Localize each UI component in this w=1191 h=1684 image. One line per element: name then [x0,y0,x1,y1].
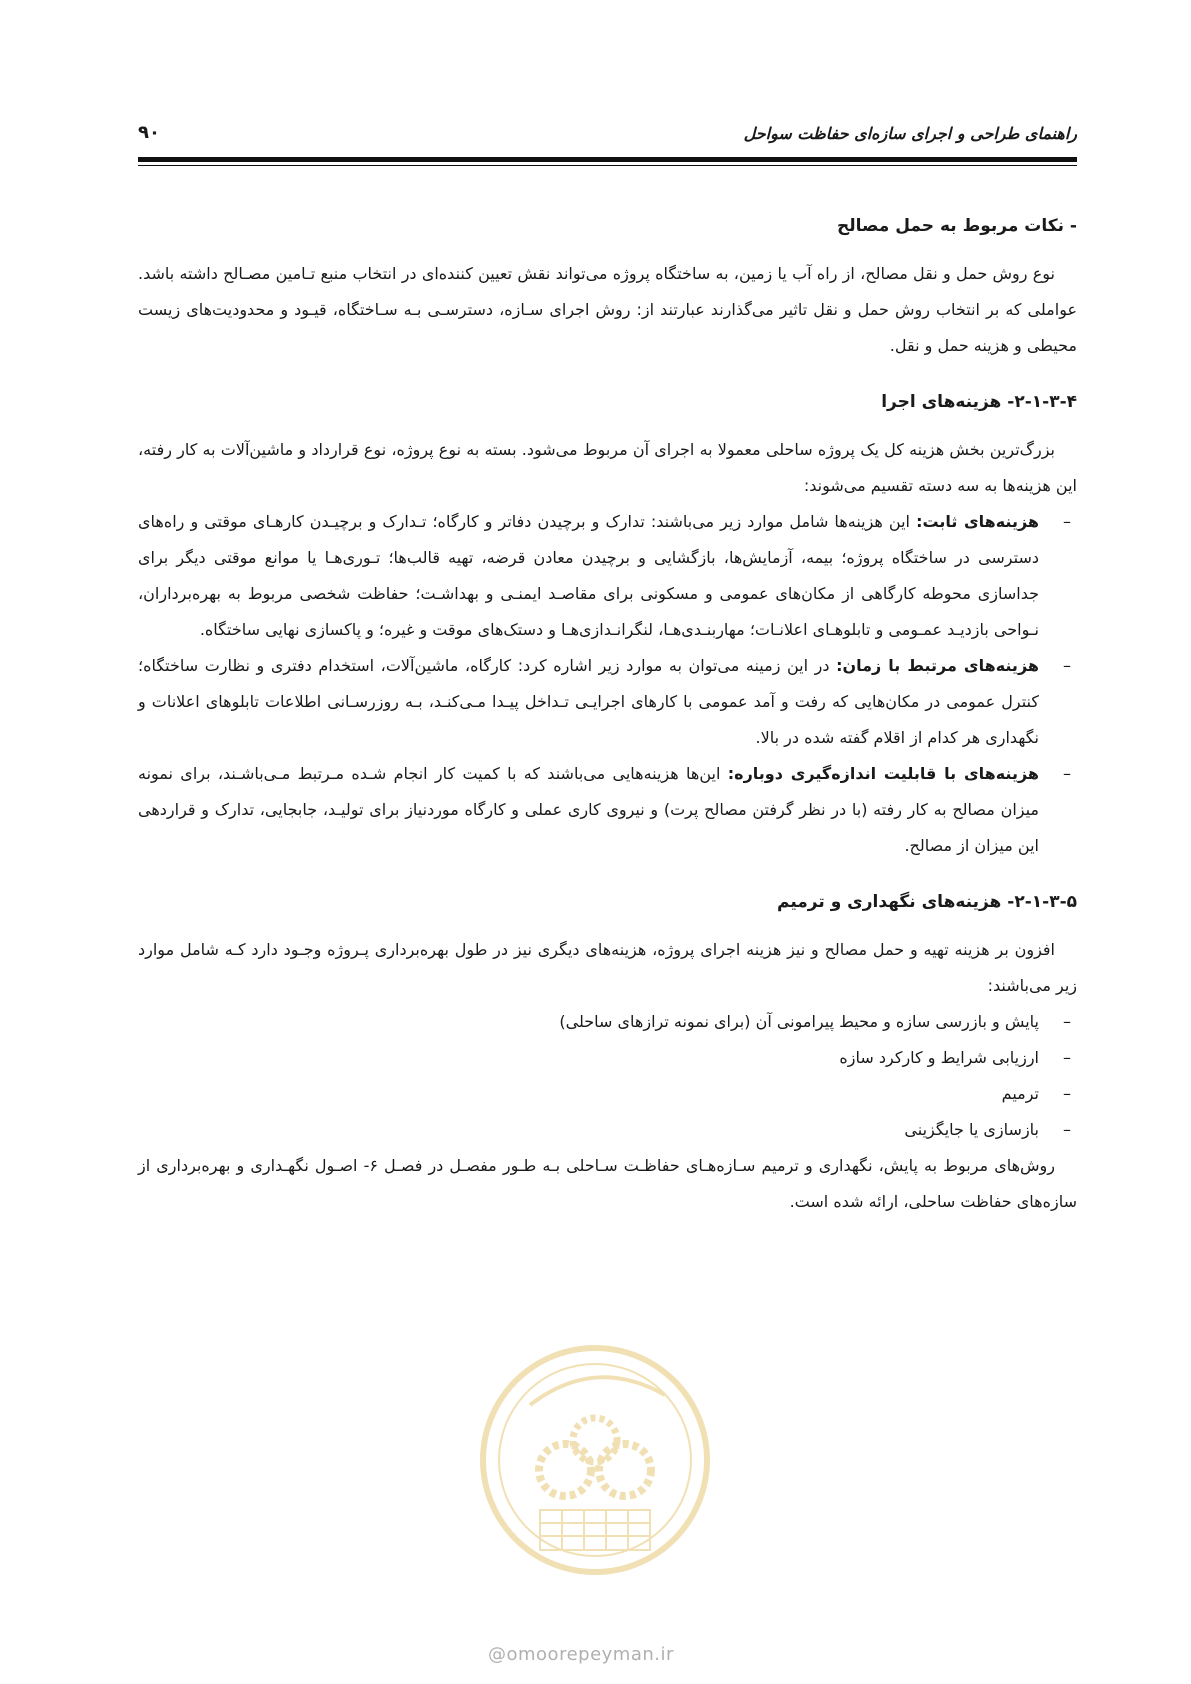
section-heading-maintenance-costs: ۲-۱-۳-۵- هزینه‌های نگهداری و ترمیم [777,892,1077,912]
paragraph-execution-intro: بزرگ‌ترین بخش هزینه کل یک پروژه ساحلی معمولا به اجرای آن مربوط می‌شود. بسته به نوع پروژه، نوع قرارداد و ماشین‌آلات به کار رفته، این هزینه‌ها به سه دسته تقسیم می‌شوند: [138,440,1077,495]
header-rule-thin [138,165,1077,166]
term-time-costs: هزینه‌های مرتبط با زمان: [836,656,1039,675]
bullet-dash: – [1063,1120,1071,1139]
bullet-dash: – [1063,764,1071,783]
list-item-time-costs [138,648,1077,756]
list-item-text: بازسازی یا جایگزینی [904,1120,1039,1139]
paragraph-maintenance-intro: افزون بر هزینه تهیه و حمل مصالح و نیز هزینه اجرای پروژه، هزینه‌های دیگری نیز در طول بهره‌برداری پـروژه وجـود دارد کـه شامل موارد زیر می‌باشند: [138,940,1077,995]
list-item-rebuild [138,1112,1077,1148]
bullet-dash: – [1063,656,1071,675]
section-heading-execution-costs: ۲-۱-۳-۴- هزینه‌های اجرا [881,392,1077,412]
list-item-remeasurable-costs [138,756,1077,864]
paragraph-transport: نوع روش حمل و نقل مصالح، از راه آب یا زمین، به ساختگاه پروژه می‌تواند نقش تعیین کننده‌ای در انتخاب منبع تـامین مصـالح داشته باشد. عواملی که بر انتخاب روش حمل و نقل تاثیر می‌گذارند عبارتند از: روش اجرای سـازه، دسترسـی بـه سـاختگاه، قیـود و محدودیت‌های زیست محیطی و هزینه حمل و نقل. [138,264,1077,355]
list-item-assessment [138,1040,1077,1076]
list-item-text: پایش و بازرسی سازه و محیط پیرامونی آن (برای نمونه ترازهای ساحلی) [559,1012,1039,1031]
term-fixed-costs: هزینه‌های ثابت: [916,512,1040,531]
list-item-text: ترمیم [1001,1084,1039,1103]
bullet-dash: – [1063,1048,1071,1067]
desc-fixed-costs: این هزینه‌ها شامل موارد زیر می‌باشند: تدارک و برچیدن دفاتر و کارگاه؛ تـدارک و برچیـدن کارهـای موقتی و راه‌های دسترسی در ساختگاه پروژه؛ بیمه، آزمایش‌ها، بازگشایی و برچیدن معادن قرضه، تهیه قالب‌ها؛ تـوری‌هـا یا موانع موقتی دیگر برای جداسازی محوطه کارگاهی از مکان‌های عمومی و مسکونی برای مقاصـد ایمنـی و بهداشـت؛ حفاظت شخصی مربوط به بهره‌برداران، نـواحی بازدیـد عمـومی و تابلوهـای اعلانـات؛ مهاربنـدی‌هـا، لنگرانـدازی‌هـا و دستک‌های موقت و غیره؛ و پاکسازی نهایی ساختگاه. [138,512,1039,639]
list-item-fixed-costs [138,504,1077,648]
desc-remeasurable-costs: این‌ها هزینه‌هایی می‌باشند که با کمیت کار انجام شـده مـرتبط مـی‌باشـند، برای نمونه میزان مصالح به کار رفته (با در نظر گرفتن مصالح پرت) و نیروی کاری عملی و کارگاه موردنیاز برای تولیـد، جابجایی، تدارک و قراردهی این میزان از مصالح. [138,764,1039,855]
term-remeasurable-costs: هزینه‌های با قابلیت اندازه‌گیری دوباره: [727,764,1039,783]
paragraph-maintenance-closing: روش‌های مربوط به پایش، نگهداری و ترمیم سـازه‌هـای حفاظـت سـاحلی بـه طـور مفصـل در فصـل ۶- اصـول نگهـداری و بهره‌برداری از سازه‌های حفاظت ساحلی، ارائه شده است. [138,1156,1077,1211]
page-header [138,122,1077,152]
section-heading-transport: - نکات مربوط به حمل مصالح [837,216,1077,236]
watermark-logo-icon [470,1335,720,1585]
watermark-url: @omoorepeyman.ir [488,1644,674,1665]
bullet-dash: – [1063,1012,1071,1031]
desc-time-costs: در این زمینه می‌توان به موارد زیر اشاره کرد: کارگاه، ماشین‌آلات، استخدام دفتری و نظارت ساختگاه؛ کنترل عمومی در مکان‌هایی که رفت و آمد عمومی با کارهای اجرایـی تـداخل پیـدا مـی‌کنـد، بـه روزرسـانی اطلاعات تابلوهای اعلانات و نگهداری هر کدام از اقلام گفته شده در بالا. [138,656,1039,747]
list-item-monitoring [138,1004,1077,1040]
list-item-repair [138,1076,1077,1112]
bullet-dash: – [1063,512,1071,531]
running-title: راهنمای طراحی و اجرای سازه‌ای حفاظت سواحل [743,124,1077,143]
bullet-dash: – [1063,1084,1071,1103]
execution-cost-list [138,504,1077,864]
list-item-text: ارزیابی شرایط و کارکرد سازه [839,1048,1039,1067]
maintenance-list [138,1004,1077,1148]
page-number: ۹۰ [138,122,160,143]
header-rule-thick [138,157,1077,162]
body-content [138,208,1077,1220]
